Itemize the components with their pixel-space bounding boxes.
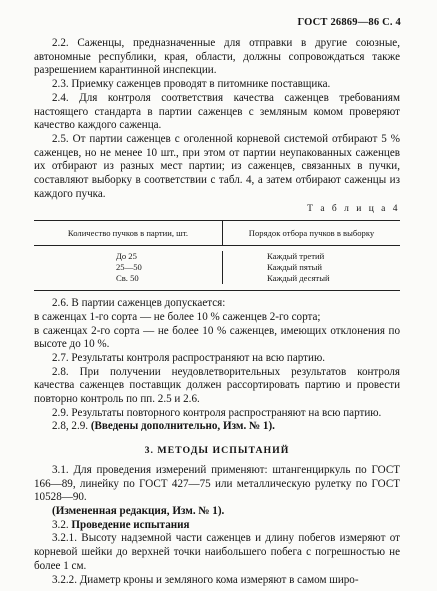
table-cell-qty: До 25 bbox=[116, 251, 137, 262]
paragraph-3-1: 3.1. Для проведения измерений применяют: штангенциркуль по ГОСТ 166—89, линейку по ГОСТ 427—75 или металлическую рулетку по ГОСТ 10528—90. bbox=[34, 463, 400, 504]
paragraph-3-2 bbox=[34, 519, 400, 533]
table-col-order bbox=[223, 251, 400, 284]
page-header: ГОСТ 26869—86 С. 4 bbox=[297, 17, 401, 28]
paragraph-2-3: 2.3. Приемку саженцев проводят в питомнике поставщика. bbox=[52, 78, 331, 91]
amendment-ref: 2.8, 2.9. bbox=[52, 420, 91, 433]
paragraph-2-7: 2.7. Результаты контроля распространяют на всю партию. bbox=[52, 351, 326, 364]
table-col-qty bbox=[34, 251, 223, 284]
amendment-text: (Измененная редакция, Изм. № 1). bbox=[52, 504, 225, 517]
clause-number: 3.2. bbox=[52, 518, 72, 531]
paragraph-2-6: 2.6. В партии саженцев допускается: bbox=[52, 297, 226, 310]
table-header bbox=[34, 221, 400, 246]
paragraph-3-2-1: 3.2.1. Высоту надземной части саженцев и длину побегов измеряют от корневой шейки до верхней точки наибольшего побега с погрешностью не более 1 см. bbox=[34, 532, 400, 572]
document-body bbox=[34, 37, 400, 587]
table-cell-order: Каждый третий bbox=[267, 251, 325, 262]
paragraph-2-5: 2.5. От партии саженцев с оголенной корневой системой отбирают 5 % саженцев, но не менее 10 шт., при этом от партии неупакованных саженцев их отбирают из разных мест партии; из саженцев, связанных в пучки, составляют выборку в соответствии с табл. 4, а затем отбирают саженцы из каждого пучка. bbox=[34, 132, 400, 200]
amendment-note-2-8-2-9 bbox=[34, 420, 400, 434]
table-caption: Т а б л и ц а 4 bbox=[307, 204, 400, 215]
table-header-order: Порядок отбора пучков в выборку bbox=[248, 228, 375, 239]
amendment-note-3-1 bbox=[34, 505, 400, 519]
amendment-text: (Введены дополнительно, Изм. № 1). bbox=[90, 420, 275, 433]
paragraph-2-6-b: в саженцах 2-го сорта — не более 10 % саженцев, имеющих отклонения по высоте до 10 %. bbox=[34, 324, 400, 351]
table-cell-order: Каждый десятый bbox=[267, 273, 330, 284]
paragraph-2-6-a: в саженцах 1-го сорта — не более 10 % саженцев 2-го сорта; bbox=[34, 310, 321, 323]
table-header-qty: Количество пучков в партии, шт. bbox=[34, 221, 223, 245]
table-cell-qty: 25—50 bbox=[116, 262, 142, 273]
clause-title: Проведение испытания bbox=[71, 518, 190, 531]
table-cell-order: Каждый пятый bbox=[267, 262, 322, 273]
table-body bbox=[34, 246, 400, 290]
paragraph-2-8: 2.8. При получении неудовлетворительных результатов контроля качества саженцев поставщик должен рассортировать партию и провести повторно контроль по пп. 2.5 и 2.6. bbox=[34, 365, 400, 406]
section-3-title: 3. МЕТОДЫ ИСПЫТАНИЙ bbox=[144, 445, 290, 457]
table-4 bbox=[34, 220, 400, 291]
paragraph-2-4: 2.4. Для контроля соответствия качества саженцев требованиям настоящего стандарта в партии саженцев с земляным комом проверяют качество каждого саженца. bbox=[34, 91, 400, 132]
table-cell-qty: Св. 50 bbox=[116, 273, 139, 284]
paragraph-3-2-2: 3.2.2. Диаметр кроны и земляного кома измеряют в самом широ- bbox=[52, 573, 359, 586]
paragraph-2-2: 2.2. Саженцы, предназначенные для отправки в другие союзные, автономные республики, края, области, должны сопровождаться также разрешением карантинной инспекции. bbox=[34, 37, 400, 77]
paragraph-2-9: 2.9. Результаты повторного контроля распространяют на всю партию. bbox=[52, 406, 382, 419]
